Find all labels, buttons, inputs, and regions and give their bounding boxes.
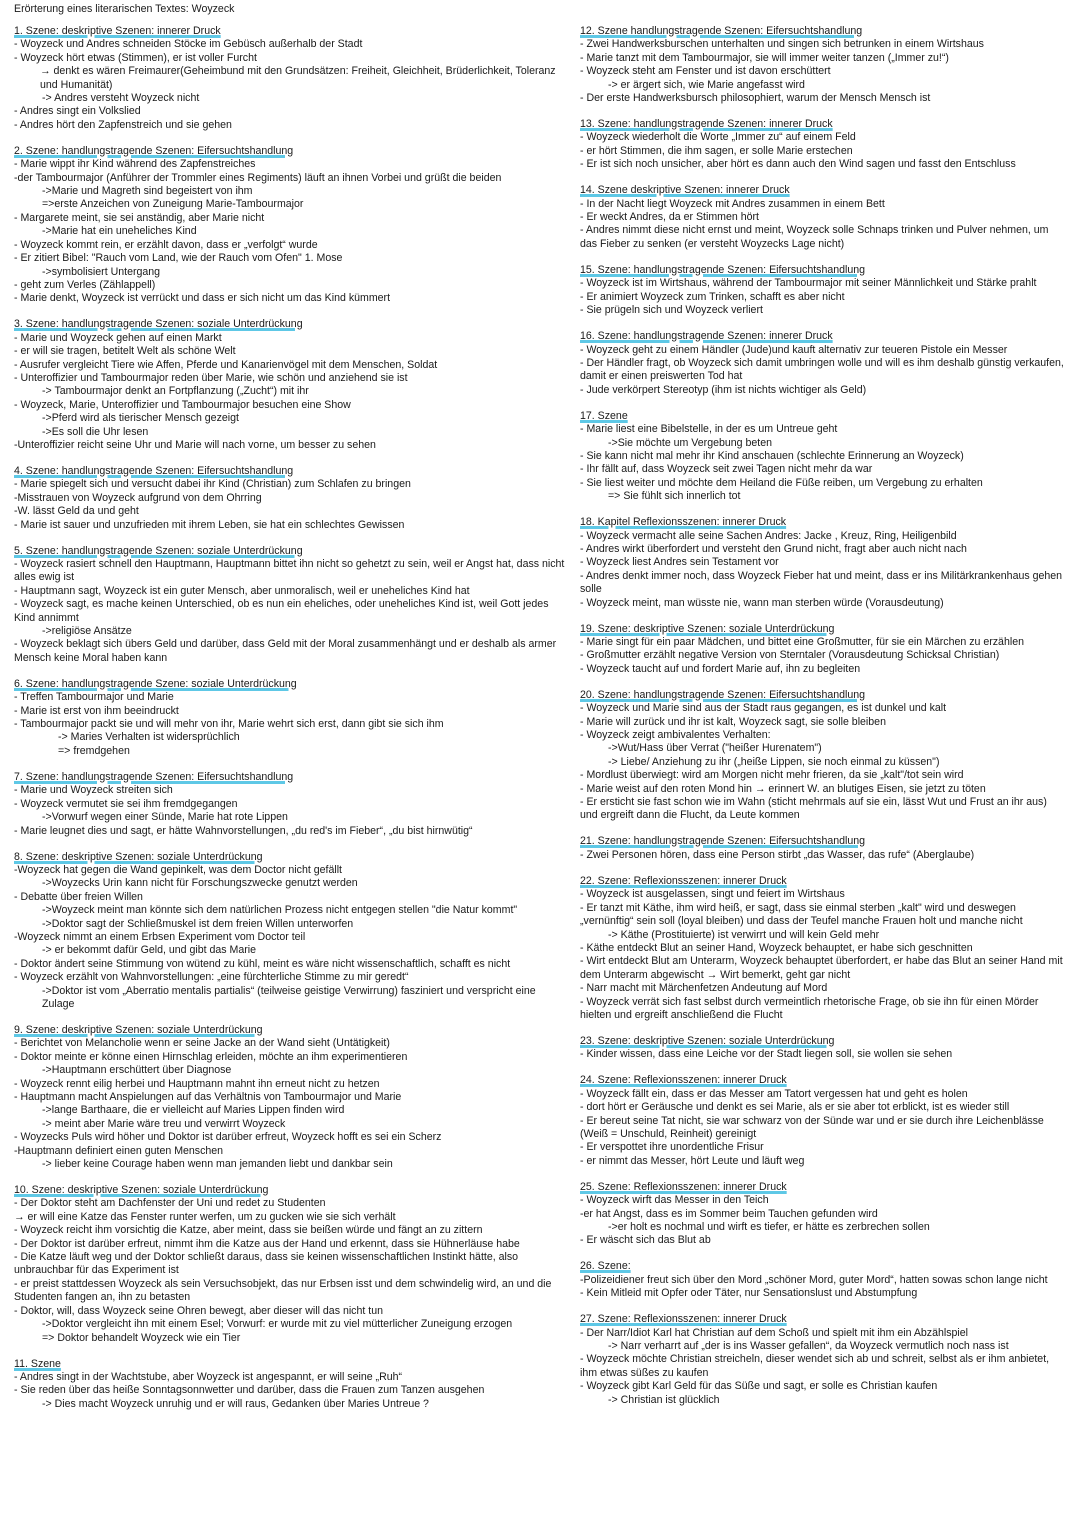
note-line: - Berichtet von Melancholie wenn er seine Jacke an der Wand sieht (Untätigkeit) [14,1037,390,1050]
note-line: - Marie will zurück und ihr ist kalt, Woyzeck sagt, sie solle bleiben [580,715,886,728]
note-line: - Wirt entdeckt Blut am Unterarm, Woyzeck behauptet überfordert, er habe das Blut an seiner Hand mit dem Unterarm abgewischt → Wirt bemerkt, geht gar nicht [580,955,1063,981]
scene-section [580,875,1066,1022]
note-line: ->Woyzecks Urin kann nicht für Forschungszwecke genutzt werden [42,877,358,890]
scene-heading: 3. Szene: handlungstragende Szenen: soziale Unterdrückung [14,318,303,331]
note-line: - Großmutter erzählt negative Version von Sterntaler (Vorausdeutung Schicksal Christian) [580,649,1000,662]
scene-section [14,318,566,452]
note-line: - Marie tanzt mit dem Tambourmajor, sie will immer weiter tanzen („Immer zu!“) [580,51,949,64]
note-line: - Andres nimmt diese nicht ernst und meint, Woyzeck solle Schnaps trinken und Pulver nehmen, um das Fieber zu senken (er versteht Woyzecks Lage nicht) [580,224,1049,250]
scene-heading: 27. Szene: Reflexionsszenen: innerer Druck [580,1313,787,1326]
note-line: - Woyzeck wiederholt die Worte „Immer zu“ auf einem Feld [580,131,856,144]
scene-section [14,145,566,306]
note-line: - Der Narr/Idiot Karl hat Christian auf dem Schoß und spielt mit ihm ein Abzählspiel [580,1326,969,1339]
note-line: - Mordlust überwiegt: wird am Morgen nicht mehr frieren, da sie „kalt"/tot sein wird [580,769,964,782]
note-line: - Woyzeck taucht auf und fordert Marie auf, ihn zu begleiten [580,662,861,675]
note-line: - Der Doktor ist darüber erfreut, nimmt ihm die Katze aus der Hand und erkennt, dass sie Hühnerläuse habe [14,1237,520,1250]
scene-heading: 2. Szene: handlungstragende Szenen: Eifersuchtshandlung [14,144,294,157]
note-line: ->lange Barthaare, die er vielleicht auf Maries Lippen finden wird [42,1104,345,1117]
scene-section [14,25,566,132]
note-line: - Der erste Handwerksbursch philosophiert, warum der Mensch Mensch ist [580,92,931,105]
note-line: ->Marie hat ein uneheliches Kind [42,225,197,238]
note-line: - Ihr fällt auf, dass Woyzeck seit zwei Tagen nicht mehr da war [580,463,873,476]
scene-heading: 15. Szene: handlungstragende Szenen: Eifersuchtshandlung [580,263,866,276]
note-line: - Marie ist sauer und unzufrieden mit ihrem Leben, sie hat ein schlechtes Gewissen [14,518,405,531]
scene-heading: 1. Szene: deskriptive Szenen: innerer Druck [14,25,221,37]
note-line: ->Marie und Magreth sind begeistert von ihm [42,185,253,198]
note-line: - Andres singt ein Volkslied [14,105,141,118]
scene-heading: 17. Szene [580,409,628,422]
note-line: => Sie fühlt sich innerlich tot [608,490,741,503]
scene-section [580,516,1066,610]
scene-heading: 14. Szene deskriptive Szenen: innerer Druck [580,184,790,197]
note-line: - Andres singt in der Wachtstube, aber Woyzeck ist angespannt, er will seine „Ruh“ [14,1370,403,1383]
note-line: ->symbolisiert Untergang [42,265,161,278]
scene-section [580,330,1066,397]
scene-heading: 7. Szene: handlungstragende Szenen: Eifersuchtshandlung [14,770,294,783]
scene-section [580,1035,1066,1062]
scene-heading: 13. Szene: handlungstragende Szenen: innerer Druck [580,118,833,131]
note-line: - Unteroffizier und Tambourmajor reden über Marie, wie schön und anziehend sie ist [14,371,408,384]
note-line: -> Liebe/ Anziehung zu ihr („heiße Lippen, sie noch einmal zu küssen") [608,755,940,768]
note-line: - Woyzeck hört etwas (Stimmen), er ist voller Furcht [14,51,257,64]
note-line: -er hat Angst, dass es im Sommer beim Tauchen gefunden wird [580,1207,878,1220]
note-line: => fremdgehen [58,744,130,757]
note-line: ->Hauptmann erschüttert über Diagnose [42,1064,232,1077]
note-line: - Er weckt Andres, da er Stimmen hört [580,211,759,224]
scene-section [580,1260,1066,1300]
right-column [580,25,1066,1420]
note-line: - Woyzeck, Marie, Unteroffizier und Tambourmajor besuchen eine Show [14,398,351,411]
note-line: - Marie denkt, Woyzeck ist verrückt und dass er sich nicht um das Kind kümmert [14,292,391,305]
note-line: -> Maries Verhalten ist widersprüchlich [58,731,240,744]
note-line: - Doktor meinte er könne einen Hirnschlag erleiden, möchte an ihm experimentieren [14,1050,408,1063]
note-line: - Woyzeck ist im Wirtshaus, während der Tambourmajor mit seiner Männlichkeit und Stärke prahlt [580,277,1037,290]
note-line: - geht zum Verles (Zählappell) [14,278,156,291]
note-line: ->Doktor vergleicht ihn mit einem Esel; Vorwurf: er wurde mit zu viel mütterlicher Zuneigung erzogen [42,1318,513,1331]
note-line: - Hauptmann sagt, Woyzeck ist ein guter Mensch, aber unmoralisch, weil er uneheliches Kind hat [14,584,470,597]
note-line: ->Wut/Hass über Verrat ("heißer Hurenatem") [608,742,822,755]
note-line: - Tambourmajor packt sie und will mehr von ihr, Marie wehrt sich erst, dann gibt sie sich ihm [14,718,444,731]
note-line: - Woyzeck sagt, es mache keinen Unterschied, ob es nun ein eheliches, oder uneheliches Kind ist, weil Gott jedes Kind annimmt [14,598,549,624]
note-line: -> Christian ist glücklich [608,1393,720,1406]
note-line: ->religiöse Ansätze [42,625,132,638]
scene-section [14,1184,566,1345]
note-line: - Zwei Handwerksburschen unterhalten und singen sich betrunken in einem Wirtshaus [580,38,984,51]
note-line: - Er bereut seine Tat nicht, sie war schwarz von der Sünde war und er sie durch ihre Leichenblässe (Weiß = Unschuld, Reinheit) gereinigt [580,1114,1044,1140]
note-line: - Andres denkt immer noch, dass Woyzeck Fieber hat und meint, dass er ins Militärkrankenhaus gehen solle [580,569,1063,596]
note-line: - Woyzeck steht am Fenster und ist davon erschüttert [580,65,831,78]
note-line: - Woyzeck rennt eilig herbei und Hauptmann mahnt ihn erneut nicht zu hetzen [14,1077,380,1090]
scene-heading: 19. Szene: deskriptive Szenen: soziale Unterdrückung [580,622,835,635]
note-line: - Treffen Tambourmajor und Marie [14,691,174,704]
note-line: - Käthe entdeckt Blut an seiner Hand, Woyzeck behauptet, er habe sich geschnitten [580,941,973,954]
note-line: - Woyzeck zeigt ambivalentes Verhalten: [580,729,771,742]
note-line: -> Narr verharrt auf „der is ins Wasser gefallen“, da Woyzeck vermutlich noch nass ist [608,1340,1009,1353]
scene-section [14,465,566,532]
scene-section [580,25,1066,105]
left-column [14,25,566,1424]
note-line: - Marie wippt ihr Kind während des Zapfenstreiches [14,158,256,171]
scene-heading: 21. Szene: handlungstragende Szenen: Eifersuchtshandlung [580,835,866,848]
note-line: - Margarete meint, sie sei anständig, aber Marie nicht [14,211,265,224]
note-line: -> Dies macht Woyzeck unruhig und er will raus, Gedanken über Maries Untreue ? [42,1397,429,1410]
scene-section [580,410,1066,504]
scene-section [14,678,566,758]
scene-heading: 6. Szene: handlungstragende Szene: soziale Unterdrückung [14,677,297,690]
scene-section [580,118,1066,172]
note-line: - Der Händler fragt, ob Woyzeck sich damit umbringen wolle und will es ihm deshalb günstig verkaufen, damit er einen preiswerten Tod hat [580,356,1064,383]
note-line: - Die Katze läuft weg und der Doktor schließt daraus, dass sie keinen wissenschaftlichen Instinkt hätte, also unbrauchbar für das Experiment ist [14,1251,519,1277]
note-line: ->Vorwurf wegen einer Sünde, Marie hat rote Lippen [42,811,288,824]
note-line: - Kein Mitleid mit Opfer oder Täter, nur Sensationslust und Abstumpfung [580,1287,918,1300]
note-line: - Sie kann nicht mal mehr ihr Kind anschauen (schlechte Erinnerung an Woyzeck) [580,449,964,462]
scene-section [580,1313,1066,1407]
note-line: - Woyzeck und Andres schneiden Stöcke im Gebüsch außerhalb der Stadt [14,38,363,51]
note-line: - Er ist sich noch unsicher, aber hört es dann auch den Wind sagen und fasst den Entschluss [580,158,1016,171]
note-line: - Woyzecks Puls wird höher und Doktor ist darüber erfreut, Woyzeck hofft es sei ein Scherz [14,1131,442,1144]
note-line: - Woyzeck reicht ihm vorsichtig die Katze, aber meint, dass sie beißen würde und fängt an zu zittern [14,1224,483,1237]
note-line: - er hört Stimmen, die ihm sagen, er solle Marie erstechen [580,144,853,157]
note-line: - Marie und Woyzeck streiten sich [14,784,173,797]
note-line: -> er bekommt dafür Geld, und gibt das Marie [42,944,257,957]
note-line: - er will sie tragen, betitelt Welt als schöne Welt [14,345,236,358]
note-line: -W. lässt Geld da und geht [14,505,139,518]
scene-section [14,771,566,838]
note-line: - Er tanzt mit Käthe, ihm wird heiß, er sagt, dass sie einmal sterben „kalt" wird und deswegen „vernünftig“ sein soll (loyal bleiben) und dass der Teufel manche Frauen holt und manche nicht [580,901,1023,928]
note-line: - Andres wirkt überfordert und versteht den Grund nicht, fragt aber auch nicht nach [580,542,967,555]
scene-heading: 20. Szene: handlungstragende Szenen: Eifersuchtshandlung [580,688,866,701]
note-line: - er nimmt das Messer, hört Leute und läuft weg [580,1154,805,1167]
note-line: =>erste Anzeichen von Zuneigung Marie-Tambourmajor [42,198,304,211]
note-line: - Marie spiegelt sich und versucht dabei ihr Kind (Christian) zum Schlafen zu bringen [14,478,411,491]
note-line: - Marie ist erst von ihm beeindruckt [14,704,179,717]
scene-heading: 25. Szene: Reflexionsszenen: innerer Druck [580,1180,787,1193]
note-line: ->Doktor sagt der Schließmuskel ist dem freien Willen unterworfen [42,917,354,930]
note-line: => Doktor behandelt Woyzeck wie ein Tier [42,1331,241,1344]
scene-section [580,689,1066,823]
scene-heading: 8. Szene: deskriptive Szenen: soziale Unterdrückung [14,850,263,863]
note-line: - Zwei Personen hören, dass eine Person stirbt „das Wasser, das rufe“ (Aberglaube) [580,848,975,861]
note-line: - Woyzeck gibt Karl Geld für das Süße und sagt, er solle es Christian kaufen [580,1380,938,1393]
scene-heading: 24. Szene: Reflexionsszenen: innerer Druck [580,1074,787,1087]
scene-heading: 12. Szene handlungstragende Szenen: Eifersuchtshandlung [580,25,863,37]
note-line: - Er animiert Woyzeck zum Trinken, schafft es aber nicht [580,290,845,303]
note-line: - Woyzeck liest Andres sein Testament vor [580,556,779,569]
note-line: - Ausrufer vergleicht Tiere wie Affen, Pferde und Kanarienvögel mit dem Menschen, Soldat [14,358,438,371]
scene-section [14,1358,566,1412]
document-title: Erörterung eines literarischen Textes: Woyzeck [14,3,235,15]
note-line: -> Andres versteht Woyzeck nicht [42,92,200,105]
note-line: - Andres hört den Zapfenstreich und sie gehen [14,118,232,131]
note-line: - Woyzeck erzählt von Wahnvorstellungen: „eine fürchterliche Stimme zu mir geredt“ [14,971,409,984]
note-line: -> Tambourmajor denkt an Fortpflanzung („Zucht“) mit ihr [42,385,309,398]
note-line: - Marie liest eine Bibelstelle, in der es um Untreue geht [580,423,838,436]
note-line: → denkt es wären Freimaurer(Geheimbund mit den Grundsätzen: Freiheit, Gleichheit, Brüderlichkeit, Toleranz und Humanität) [40,65,556,91]
note-line: -der Tambourmajor (Anführer der Trommler eines Regiments) läuft an ihnen Vorbei und grüßt die beiden [14,171,502,184]
note-line: ->Woyzeck meint man könnte sich dem natürlichen Prozess nicht entgegen stellen "die Natur kommt" [42,904,518,917]
note-line: -Woyzeck hat gegen die Wand gepinkelt, was dem Doctor nicht gefällt [14,863,342,876]
scene-section [14,851,566,1012]
scene-heading: 22. Szene: Reflexionsszenen: innerer Druck [580,874,787,887]
note-line: - Woyzeck fällt ein, dass er das Messer am Tatort vergessen hat und geht es holen [580,1087,968,1100]
scene-section [580,623,1066,677]
scene-heading: 11. Szene [14,1357,61,1370]
note-line: - Woyzeck vermutet sie sei ihm fremdgegangen [14,797,238,810]
scene-heading: 18. Kapitel Reflexionsszenen: innerer Druck [580,516,787,529]
note-line: - Woyzeck beklagt sich übers Geld und darüber, dass Geld mit der Moral zusammenhängt und er deshalb als armer Mensch keine Moral haben kann [14,638,557,664]
note-line: - dort hört er Geräusche und denkt es sei Marie, als er sie aber tot erblickt, ist es wieder still [580,1101,1010,1114]
note-line: ->Pferd wird als tierischer Mensch gezeigt [42,412,239,425]
scene-section [14,545,566,666]
scene-heading: 5. Szene: handlungstragende Szenen: soziale Unterdrückung [14,544,303,557]
scene-section [580,264,1066,318]
note-line: - Marie und Woyzeck gehen auf einen Markt [14,331,222,344]
note-line: - Marie leugnet dies und sagt, er hätte Wahnvorstellungen, „du red's im Fieber“, „du bist hirnwütig“ [14,824,473,837]
note-line: - Woyzeck verrät sich fast selbst durch vermeintlich rhetorische Frage, ob sie ihn für einen Mörder hielten und ergreift anschließend die Flucht [580,995,1039,1021]
note-line: - Narr macht mit Märchenfetzen Andeutung auf Mord [580,982,828,995]
scene-heading: 9. Szene: deskriptive Szenen: soziale Unterdrückung [14,1023,263,1036]
scene-section [580,1181,1066,1248]
scene-heading: 4. Szene: handlungstragende Szenen: Eifersuchtshandlung [14,464,294,477]
note-line: - Er verspottet ihre unordentliche Frisur [580,1141,764,1154]
note-line: -> Käthe (Prostituierte) ist verwirrt und will kein Geld mehr [608,928,880,941]
note-line: - Er ersticht sie fast schon wie im Wahn (sticht mehrmals auf sie ein, lässt Wut und Frust an ihr aus) und ergreift dann die Flucht, da Leute kommen [580,796,1047,822]
note-line: - Doktor ändert seine Stimmung von wütend zu kühl, meint es wäre nicht wissenschaftlich, schafft es nicht [14,957,511,970]
note-line: → er will eine Katze das Fenster runter werfen, um zu gucken wie sie sich verhält [14,1210,396,1223]
note-line: - Sie prügeln sich und Woyzeck verliert [580,304,763,317]
note-line: -Polizeidiener freut sich über den Mord „schöner Mord, guter Mord“, hatten sowas schon lange nicht [580,1273,1048,1286]
note-line: - Woyzeck rasiert schnell den Hauptmann, Hauptmann bittet ihn nicht so gehetzt zu sein, weil er Angst hat, dass nicht alles ewig ist [14,558,565,584]
note-line: - Sie reden über das heiße Sonntagsonnwetter und darüber, dass die Frauen zum Tanzen ausgehen [14,1384,485,1397]
note-line: -Woyzeck nimmt an einem Erbsen Experiment vom Doctor teil [14,930,306,943]
note-line: - Hauptmann macht Anspielungen auf das Verhältnis von Tambourmajor und Marie [14,1091,402,1103]
note-line: ->er holt es nochmal und wirft es tiefer, er hätte es zerbrechen sollen [608,1221,930,1233]
note-line: -Unteroffizier reicht seine Uhr und Marie will nach vorne, um besser zu sehen [14,438,376,451]
scene-section [580,835,1066,862]
note-line: - Woyzeck möchte Christian streicheln, dieser wendet sich ab und schreit, selbst als er ihm anbietet, ihm etwas süßes zu kaufen [580,1353,1050,1379]
note-line: - Woyzeck geht zu einem Händler (Jude)und kauft alternativ zur teueren Pistole ein Messer [580,343,1008,356]
note-line: - Woyzeck ist ausgelassen, singt und feiert im Wirtshaus [580,888,845,901]
note-line: - Marie weist auf den roten Mond hin → erinnert W. an blutiges Eisen, sie jetzt zu töten [580,782,986,795]
note-line: - Debatte über freien Willen [14,890,143,903]
scene-heading: 10. Szene: deskriptive Szenen: soziale Unterdrückung [14,1184,269,1197]
note-line: - Woyzeck kommt rein, er erzählt davon, dass er „verfolgt“ wurde [14,238,318,251]
scene-heading: 26. Szene: [580,1260,631,1273]
note-line: - Woyzeck wirft das Messer in den Teich [580,1194,769,1207]
note-line: -Misstrauen von Woyzeck aufgrund von dem Ohrring [14,491,262,504]
note-line: - Woyzeck vermacht alle seine Sachen Andres: Jacke , Kreuz, Ring, Heiligenbild [580,529,957,542]
scene-heading: 16. Szene: handlungstragende Szenen: innerer Druck [580,330,833,343]
note-line: -Hauptmann definiert einen guten Menschen [14,1144,224,1157]
note-line: -> er ärgert sich, wie Marie angefasst wird [608,78,805,91]
note-line: - Kinder wissen, dass eine Leiche vor der Stadt liegen soll, sie wollen sie sehen [580,1048,953,1061]
scene-heading: 23. Szene: deskriptive Szenen: soziale Unterdrückung [580,1034,835,1047]
scene-section [14,1024,566,1171]
note-line: -> meint aber Marie wäre treu und verwirrt Woyzeck [42,1117,286,1130]
note-line: - Woyzeck und Marie sind aus der Stadt raus gegangen, es ist dunkel und kalt [580,702,947,715]
note-line: ->Es soll die Uhr lesen [42,425,149,438]
note-line: -> lieber keine Courage haben wenn man jemanden liebt und dankbar sein [42,1158,393,1171]
scene-section [580,184,1066,251]
note-line: - Jude verkörpert Stereotyp (ihm ist nichts wichtiger als Geld) [580,383,867,396]
note-line: - Marie singt für ein paar Mädchen, und bittet eine Großmutter, für sie ein Märchen zu erzählen [580,636,1024,648]
note-line: ->Sie möchte um Vergebung beten [608,436,773,449]
note-line: - Er wäscht sich das Blut ab [580,1234,711,1247]
note-line: - Er zitiert Bibel: "Rauch vom Land, wie der Rauch vom Ofen" 1. Mose [14,252,343,265]
note-line: - er preist stattdessen Woyzeck als sein Versuchsobjekt, das nur Erbsen isst und dem schwindelig wird, an und die Studenten fangen an, ihn zu betasten [14,1277,552,1304]
note-line: ->Doktor ist vom „Aberratio mentalis partialis“ (teilweise geistige Verwirrung) fasziniert und verspricht eine Zulage [42,984,536,1010]
note-line: - Sie liest weiter und möchte dem Heiland die Füße reiben, um Vergebung zu erhalten [580,476,983,489]
scene-section [580,1074,1066,1168]
note-line: - In der Nacht liegt Woyzeck mit Andres zusammen in einem Bett [580,197,885,210]
note-line: - Doktor, will, dass Woyzeck seine Ohren bewegt, aber dieser will das nicht tun [14,1304,383,1317]
note-line: - Woyzeck meint, man wüsste nie, wann man sterben würde (Vorausdeutung) [580,596,944,609]
note-line: - Der Doktor steht am Dachfenster der Uni und redet zu Studenten [14,1197,326,1210]
